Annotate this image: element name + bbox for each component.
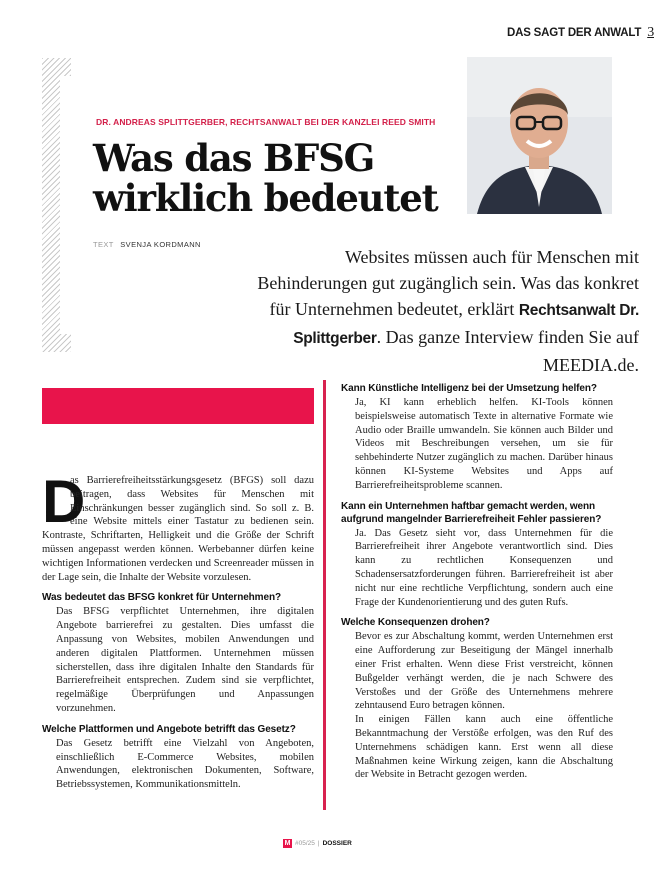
answer-paragraph: Ja, KI kann erheblich helfen. KI-Tools können beispielsweise automatisch Texte in alternative Formate wie Audio oder Braille umwandeln. Sie können auch Bilder und Videos mit Beschreibungen versehen, um sie für sehbehinderte Nutzer zugänglich zu machen. Darüber hinaus können KI-Systeme Websites und Apps auf Barrierefreiheitsprobleme scannen. xyxy=(355,397,613,491)
question-heading: Kann ein Unternehmen haftbar gemacht werden, wenn aufgrund mangelnder Barrierefreiheit Fehler passieren? xyxy=(341,500,602,525)
section-header xyxy=(507,25,654,41)
column-divider xyxy=(323,380,326,810)
credit-name: SVENJA KORDMANN xyxy=(120,240,201,249)
intro-text-before: Websites müssen auch für Menschen mit Behinderungen gut zugänglich sein. Was das konkret für Unternehmen bedeutet, erklärt xyxy=(257,247,639,319)
footer-section: DOSSIER xyxy=(322,840,352,847)
title-line-1: Was das BFSG xyxy=(93,136,375,180)
intro-paragraph xyxy=(235,244,639,378)
intro-text-after: . Das ganze Interview finden Sie auf MEEDIA.de. xyxy=(376,327,639,375)
article-title xyxy=(93,138,473,218)
publication-logo: M xyxy=(284,840,291,847)
credit-label: TEXT xyxy=(93,240,114,249)
page-number: 3 xyxy=(647,25,654,40)
lead-text: as Barrierefreiheitsstärkungsgesetz (BFGS) soll dazu beitragen, dass Websites für Menschen mit Einschränkungen besser zugänglich sind. So soll z. B. eine Website mittels einer Tastatur zu bedienen sein. Kontraste, Schriftarten, Helligkeit und die Größe der Schrift müssen angepasst werden können. Werbebanner dürfen keine wichtigen Informationen verdecken und Screenreader müssen in der Lage sein, die Inhalte der Website vorzulesen. xyxy=(42,475,314,583)
answer-paragraph: Ja. Das Gesetz sieht vor, dass Unternehmen für die Barrierefreiheit ihrer Angebote verantwortlich sind. Dies kann zu rechtlichen Konsequenzen und Schadensersatzforderungen führen. Barrierefreiheit ist aber nicht nur eine rechtliche Verpflichtung, sondern auch eine Frage der Kundenorientierung und des guten Rufs. xyxy=(355,527,613,608)
question-heading: Welche Plattformen und Angebote betrifft das Gesetz? xyxy=(42,723,296,735)
question-heading: Was bedeutet das BFSG konkret für Unternehmen? xyxy=(42,592,281,604)
right-column xyxy=(341,382,613,782)
footer-separator: | xyxy=(317,840,320,847)
answer-paragraph: Das BFSG verpflichtet Unternehmen, ihre digitalen Angebote barrierefrei zu gestalten. Dies umfasst die Anpassung von Websites, mobilen Anwendungen und anderen digitalen Plattformen. Unternehmen müssen sicherstellen, dass ihre digitalen Inhalte den Standards für Barrierefreiheit entsprechen. Zudem sind sie verpflichtet, regelmäßige Überprüfungen und Anpassungen vorzunehmen. xyxy=(56,606,314,714)
answer-paragraph: Bevor es zur Abschaltung kommt, werden Unternehmen erst eine Aufforderung zur Beseitigung der Mängel innerhalb einer Frist erhalten. Wenn diese Frist verstreicht, können Bußgelder verhängt werden, die je nach Schwere des Verstoßes und der Größe des Unternehmens mehrere zehntausend Euro betragen können. xyxy=(355,631,613,712)
accent-bar xyxy=(42,388,314,424)
intro-emphasis: Rechtsanwalt Dr. Splittgerber xyxy=(293,302,639,347)
section-label: DAS SAGT DER ANWALT xyxy=(507,27,642,39)
question-heading: Kann Künstliche Intelligenz bei der Umsetzung helfen? xyxy=(341,383,597,394)
decorative-bracket-gap xyxy=(60,76,71,334)
dropcap: D xyxy=(42,468,86,535)
answer-paragraph: Das Gesetz betrifft eine Vielzahl von Angeboten, einschließlich E-Commerce Websites, mobilen Anwendungen, elektronischen Dokumenten, Software, Betriebssystemen, Kommunikationsmitteln. xyxy=(56,737,314,791)
portrait-photo xyxy=(467,57,612,214)
byline: DR. ANDREAS SPLITTGERBER, RECHTSANWALT BEI DER KANZLEI REED SMITH xyxy=(96,117,436,127)
title-line-2: wirklich bedeutet xyxy=(93,176,438,220)
answer-paragraph: In einigen Fällen kann auch eine öffentliche Bekanntmachung der Verstöße erfolgen, was den Ruf des Unternehmens schädigen kann. Erst wenn all diese Maßnahmen keine Wirkung zeigen, kann die Abschaltung der Website in Betracht gezogen werden. xyxy=(355,714,613,781)
issue-number: #05/25 xyxy=(295,840,315,847)
page-footer xyxy=(283,839,352,848)
lead-paragraph xyxy=(42,468,314,584)
author-credit xyxy=(93,240,201,249)
question-heading: Welche Konsequenzen drohen? xyxy=(341,617,490,629)
left-column xyxy=(42,468,314,792)
